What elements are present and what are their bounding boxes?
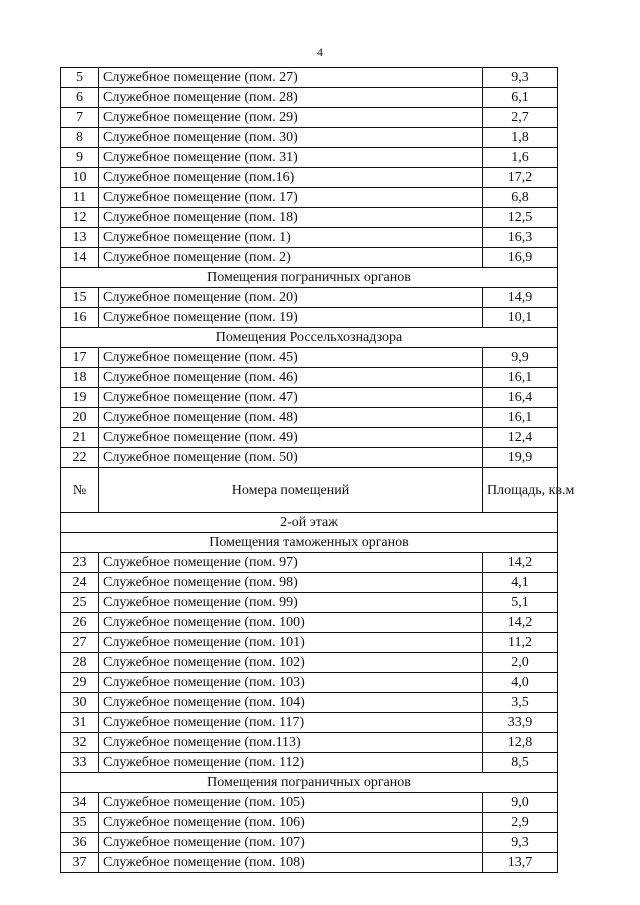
room-name-cell: Служебное помещение (пом.16) xyxy=(99,168,483,188)
table-row xyxy=(61,128,558,148)
area-cell: 16,9 xyxy=(483,248,558,268)
room-name-cell: Служебное помещение (пом.113) xyxy=(99,733,483,753)
table-row xyxy=(61,833,558,853)
row-number-cell: 15 xyxy=(61,288,99,308)
section-title-cell: Помещения пограничных органов xyxy=(61,773,558,793)
room-name-cell: Служебное помещение (пом. 99) xyxy=(99,593,483,613)
row-number-cell: 30 xyxy=(61,693,99,713)
area-cell: 16,1 xyxy=(483,368,558,388)
area-cell: 6,1 xyxy=(483,88,558,108)
room-name-cell: Служебное помещение (пом. 108) xyxy=(99,853,483,873)
row-number-cell: 18 xyxy=(61,368,99,388)
row-number-cell: 26 xyxy=(61,613,99,633)
room-name-cell: Служебное помещение (пом. 105) xyxy=(99,793,483,813)
row-number-cell: 11 xyxy=(61,188,99,208)
area-cell: 33,9 xyxy=(483,713,558,733)
section-header-row xyxy=(61,268,558,288)
room-name-cell: Служебное помещение (пом. 30) xyxy=(99,128,483,148)
row-number-cell: 31 xyxy=(61,713,99,733)
row-number-cell: 8 xyxy=(61,128,99,148)
row-number-cell: 23 xyxy=(61,553,99,573)
room-name-cell: Служебное помещение (пом. 18) xyxy=(99,208,483,228)
room-name-cell: Служебное помещение (пом. 107) xyxy=(99,833,483,853)
row-number-cell: 29 xyxy=(61,673,99,693)
section-title-cell: Помещения пограничных органов xyxy=(61,268,558,288)
table-row xyxy=(61,68,558,88)
area-cell: 2,0 xyxy=(483,653,558,673)
area-cell: 11,2 xyxy=(483,633,558,653)
table-row xyxy=(61,288,558,308)
area-cell: 14,9 xyxy=(483,288,558,308)
row-number-cell: 14 xyxy=(61,248,99,268)
table-row xyxy=(61,248,558,268)
room-name-cell: Служебное помещение (пом. 28) xyxy=(99,88,483,108)
section-header-row xyxy=(61,533,558,553)
room-name-cell: Служебное помещение (пом. 47) xyxy=(99,388,483,408)
room-name-cell: Служебное помещение (пом. 19) xyxy=(99,308,483,328)
room-name-cell: Служебное помещение (пом. 100) xyxy=(99,613,483,633)
room-name-cell: Служебное помещение (пом. 101) xyxy=(99,633,483,653)
row-number-cell: 27 xyxy=(61,633,99,653)
table-row xyxy=(61,188,558,208)
table-row xyxy=(61,853,558,873)
table-row xyxy=(61,753,558,773)
column-header-row xyxy=(61,468,558,513)
area-cell: 1,8 xyxy=(483,128,558,148)
room-name-cell: Служебное помещение (пом. 98) xyxy=(99,573,483,593)
area-cell: 4,0 xyxy=(483,673,558,693)
room-name-cell: Служебное помещение (пом. 17) xyxy=(99,188,483,208)
row-number-cell: 32 xyxy=(61,733,99,753)
room-name-cell: Служебное помещение (пом. 29) xyxy=(99,108,483,128)
area-cell: 3,5 xyxy=(483,693,558,713)
room-name-cell: Служебное помещение (пом. 112) xyxy=(99,753,483,773)
row-number-cell: 35 xyxy=(61,813,99,833)
area-cell: 19,9 xyxy=(483,448,558,468)
room-name-cell: Служебное помещение (пом. 48) xyxy=(99,408,483,428)
room-name-cell: Служебное помещение (пом. 106) xyxy=(99,813,483,833)
table-row xyxy=(61,108,558,128)
room-name-cell: Служебное помещение (пом. 20) xyxy=(99,288,483,308)
room-name-cell: Служебное помещение (пом. 103) xyxy=(99,673,483,693)
row-number-cell: 28 xyxy=(61,653,99,673)
area-cell: 5,1 xyxy=(483,593,558,613)
row-number-cell: 36 xyxy=(61,833,99,853)
room-name-cell: Служебное помещение (пом. 50) xyxy=(99,448,483,468)
area-cell: 16,4 xyxy=(483,388,558,408)
area-cell: 4,1 xyxy=(483,573,558,593)
area-cell: 13,7 xyxy=(483,853,558,873)
area-cell: 16,3 xyxy=(483,228,558,248)
table-row xyxy=(61,348,558,368)
table-row xyxy=(61,88,558,108)
table-row xyxy=(61,813,558,833)
table-row xyxy=(61,428,558,448)
room-name-cell: Служебное помещение (пом. 27) xyxy=(99,68,483,88)
row-number-cell: 33 xyxy=(61,753,99,773)
room-name-cell: Служебное помещение (пом. 1) xyxy=(99,228,483,248)
area-cell: 1,6 xyxy=(483,148,558,168)
room-name-cell: Служебное помещение (пом. 97) xyxy=(99,553,483,573)
section-header-row xyxy=(61,513,558,533)
area-cell: 12,5 xyxy=(483,208,558,228)
section-title-cell: 2-ой этаж xyxy=(61,513,558,533)
table-row xyxy=(61,408,558,428)
room-name-cell: Служебное помещение (пом. 46) xyxy=(99,368,483,388)
table-row xyxy=(61,713,558,733)
header-number-cell: № xyxy=(61,468,99,513)
area-cell: 10,1 xyxy=(483,308,558,328)
area-cell: 8,5 xyxy=(483,753,558,773)
row-number-cell: 10 xyxy=(61,168,99,188)
row-number-cell: 21 xyxy=(61,428,99,448)
area-cell: 9,3 xyxy=(483,68,558,88)
area-cell: 14,2 xyxy=(483,553,558,573)
section-title-cell: Помещения Россельхознадзора xyxy=(61,328,558,348)
row-number-cell: 17 xyxy=(61,348,99,368)
area-cell: 9,0 xyxy=(483,793,558,813)
table-row xyxy=(61,208,558,228)
area-cell: 6,8 xyxy=(483,188,558,208)
row-number-cell: 25 xyxy=(61,593,99,613)
premises-table-body xyxy=(61,68,575,873)
area-cell: 16,1 xyxy=(483,408,558,428)
section-header-row xyxy=(61,773,558,793)
table-row xyxy=(61,733,558,753)
row-number-cell: 6 xyxy=(61,88,99,108)
row-number-cell: 24 xyxy=(61,573,99,593)
table-row xyxy=(61,388,558,408)
section-title-cell: Помещения таможенных органов xyxy=(61,533,558,553)
table-row xyxy=(61,633,558,653)
table-row xyxy=(61,693,558,713)
table-row xyxy=(61,168,558,188)
row-number-cell: 16 xyxy=(61,308,99,328)
table-row xyxy=(61,593,558,613)
area-cell: 12,4 xyxy=(483,428,558,448)
room-name-cell: Служебное помещение (пом. 117) xyxy=(99,713,483,733)
table-row xyxy=(61,653,558,673)
table-row xyxy=(61,448,558,468)
table-row xyxy=(61,573,558,593)
room-name-cell: Служебное помещение (пом. 104) xyxy=(99,693,483,713)
room-name-cell: Служебное помещение (пом. 2) xyxy=(99,248,483,268)
table-row xyxy=(61,793,558,813)
table-row xyxy=(61,148,558,168)
area-cell: 12,8 xyxy=(483,733,558,753)
row-number-cell: 5 xyxy=(61,68,99,88)
row-number-cell: 13 xyxy=(61,228,99,248)
header-rooms-cell: Номера помещений xyxy=(99,468,483,513)
area-cell: 9,9 xyxy=(483,348,558,368)
row-number-cell: 19 xyxy=(61,388,99,408)
row-number-cell: 22 xyxy=(61,448,99,468)
table-row xyxy=(61,613,558,633)
row-number-cell: 12 xyxy=(61,208,99,228)
area-cell: 17,2 xyxy=(483,168,558,188)
area-cell: 9,3 xyxy=(483,833,558,853)
room-name-cell: Служебное помещение (пом. 45) xyxy=(99,348,483,368)
page-number: 4 xyxy=(317,45,323,59)
row-number-cell: 9 xyxy=(61,148,99,168)
table-row xyxy=(61,368,558,388)
area-cell: 14,2 xyxy=(483,613,558,633)
row-number-cell: 34 xyxy=(61,793,99,813)
premises-table xyxy=(60,67,575,873)
table-row xyxy=(61,673,558,693)
row-number-cell: 20 xyxy=(61,408,99,428)
room-name-cell: Служебное помещение (пом. 49) xyxy=(99,428,483,448)
row-number-cell: 7 xyxy=(61,108,99,128)
header-area-cell: Площадь, кв.м xyxy=(483,468,558,513)
area-cell: 2,9 xyxy=(483,813,558,833)
table-row xyxy=(61,308,558,328)
area-cell: 2,7 xyxy=(483,108,558,128)
table-row xyxy=(61,553,558,573)
room-name-cell: Служебное помещение (пом. 31) xyxy=(99,148,483,168)
table-row xyxy=(61,228,558,248)
section-header-row xyxy=(61,328,558,348)
room-name-cell: Служебное помещение (пом. 102) xyxy=(99,653,483,673)
row-number-cell: 37 xyxy=(61,853,99,873)
